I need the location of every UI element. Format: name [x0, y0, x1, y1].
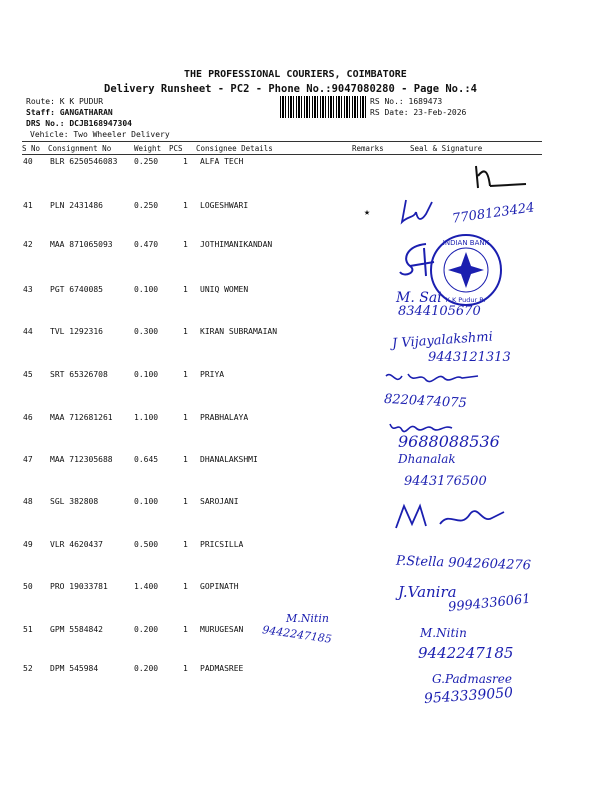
row-consignee: JOTHIMANIKANDAN	[200, 240, 273, 249]
row-consignee: UNIQ WOMEN	[200, 285, 249, 294]
row-sno: 41	[23, 201, 33, 210]
row-weight: 0.645	[134, 455, 159, 464]
row-sno: 50	[23, 582, 33, 591]
rs-number: RS No.: 1689473	[370, 97, 443, 106]
row-consignment-no: MAA 712681261	[50, 413, 113, 422]
remark-phone-row-51: 9442247185	[261, 623, 333, 646]
remark-star-row-41: ★	[364, 207, 371, 218]
row-sno: 48	[23, 497, 33, 506]
row-consignee: PRICSILLA	[200, 540, 244, 549]
row-consignment-no: PLN 2431486	[50, 201, 103, 210]
handwritten-phone-row-52: 9543339050	[423, 684, 514, 708]
row-weight: 0.250	[134, 157, 159, 166]
staff-label: Staff: GANGATHARAN	[26, 108, 113, 117]
col-weight: Weight	[134, 144, 162, 153]
row-pcs: 1	[183, 455, 188, 464]
rs-date: RS Date: 23-Feb-2026	[370, 108, 467, 117]
col-consignee: Consignee Details	[196, 144, 273, 153]
row-weight: 0.100	[134, 285, 159, 294]
row-weight: 0.300	[134, 327, 159, 336]
signature-row-48	[390, 500, 520, 534]
vehicle-label: Vehicle: Two Wheeler Delivery	[30, 130, 170, 139]
row-consignee: MURUGESAN	[200, 625, 244, 634]
handwritten-phone2-row-47: 9443176500	[404, 474, 487, 489]
row-sno: 40	[23, 157, 33, 166]
row-sno: 42	[23, 240, 33, 249]
row-consignee: PRIYA	[200, 370, 225, 379]
row-pcs: 1	[183, 327, 188, 336]
handwritten-line-row-50: P.Stella 9042604276	[395, 553, 532, 574]
col-pcs: PCS	[169, 144, 183, 153]
signature-row-45	[382, 368, 492, 390]
handwritten-name-row-44: J Vijayalakshmi	[391, 329, 494, 352]
row-consignee: PRABHALAYA	[200, 413, 249, 422]
row-consignee: SAROJANI	[200, 497, 239, 506]
header-rule-bottom	[22, 154, 542, 155]
stamp-top-text: INDIAN BANK	[442, 239, 490, 247]
row-sno: 49	[23, 540, 33, 549]
row-consignment-no: DPM 545984	[50, 664, 99, 673]
row-consignment-no: SRT 65326708	[50, 370, 108, 379]
barcode-image	[280, 96, 366, 118]
row-pcs: 1	[183, 201, 188, 210]
row-consignment-no: BLR 6250546083	[50, 157, 118, 166]
col-remarks: Remarks	[352, 144, 384, 153]
runsheet-subtitle: Delivery Runsheet - PC2 - Phone No.:9047080280 - Page No.:4	[104, 83, 477, 95]
col-seal-signature: Seal & Signature	[410, 144, 483, 153]
row-sno: 46	[23, 413, 33, 422]
row-pcs: 1	[183, 413, 188, 422]
row-pcs: 1	[183, 497, 188, 506]
row-pcs: 1	[183, 625, 188, 634]
handwritten-name-row-51: M.Nitin	[420, 626, 467, 640]
row-weight: 0.200	[134, 664, 159, 673]
row-weight: 0.500	[134, 540, 159, 549]
handwritten-phone-row-43: 8344105670	[398, 304, 481, 319]
col-consignment: Consignment No	[48, 144, 112, 153]
row-pcs: 1	[183, 582, 188, 591]
row-weight: 1.100	[134, 413, 159, 422]
row-weight: 1.400	[134, 582, 159, 591]
handwritten-name-row-52: G.Padmasree	[432, 672, 512, 686]
row-sno: 44	[23, 327, 33, 336]
row-consignee: DHANALAKSHMI	[200, 455, 258, 464]
row-consignee: LOGESHWARI	[200, 201, 249, 210]
remark-name-row-51: M.Nitin	[286, 612, 329, 625]
handwritten-name-row-43: M. Sai	[396, 290, 442, 306]
row-sno: 51	[23, 625, 33, 634]
row-consignment-no: TVL 1292316	[50, 327, 103, 336]
row-sno: 43	[23, 285, 33, 294]
row-weight: 0.100	[134, 497, 159, 506]
row-sno: 47	[23, 455, 33, 464]
row-weight: 0.100	[134, 370, 159, 379]
row-pcs: 1	[183, 285, 188, 294]
row-weight: 0.470	[134, 240, 159, 249]
row-consignment-no: GPM 5584842	[50, 625, 103, 634]
row-pcs: 1	[183, 540, 188, 549]
row-sno: 45	[23, 370, 33, 379]
drs-number: DRS No.: DCJB168947304	[26, 119, 132, 128]
row-consignment-no: PGT 6740085	[50, 285, 103, 294]
signature-row-40	[470, 160, 550, 196]
handwritten-phone-row-47: 9688088536	[398, 432, 500, 451]
handwritten-name-row-47: Dhanalak	[398, 452, 456, 466]
handwritten-phone-row-50: 9994336061	[447, 591, 532, 616]
row-pcs: 1	[183, 370, 188, 379]
row-consignee: PADMASREE	[200, 664, 244, 673]
row-consignment-no: SGL 382808	[50, 497, 99, 506]
row-consignee: KIRAN SUBRAMAIAN	[200, 327, 278, 336]
row-consignment-no: MAA 871065093	[50, 240, 113, 249]
row-consignment-no: MAA 712305688	[50, 455, 113, 464]
stamp-bottom-text: K K Pudur Br	[445, 296, 487, 304]
row-sno: 52	[23, 664, 33, 673]
signature-row-41	[392, 196, 452, 230]
row-consignee: ALFA TECH	[200, 157, 244, 166]
header-rule-top	[22, 141, 542, 142]
row-pcs: 1	[183, 157, 188, 166]
handwritten-phone-row-44: 9443121313	[428, 350, 511, 365]
company-name: THE PROFESSIONAL COURIERS, COIMBATORE	[184, 69, 407, 80]
row-consignment-no: PRO 19033781	[50, 582, 108, 591]
route-label: Route: K K PUDUR	[26, 97, 104, 106]
col-sno: S No	[22, 144, 41, 153]
handwritten-phone-row-45: 8220474075	[383, 391, 468, 412]
row-weight: 0.200	[134, 625, 159, 634]
row-consignment-no: VLR 4620437	[50, 540, 103, 549]
row-pcs: 1	[183, 664, 188, 673]
row-consignee: GOPINATH	[200, 582, 239, 591]
handwritten-phone-row-41: 7708123424	[451, 200, 536, 227]
row-pcs: 1	[183, 240, 188, 249]
handwritten-name-row-50: J.Vanira	[398, 583, 457, 601]
row-weight: 0.250	[134, 201, 159, 210]
handwritten-phone-row-51: 9442247185	[418, 644, 514, 662]
